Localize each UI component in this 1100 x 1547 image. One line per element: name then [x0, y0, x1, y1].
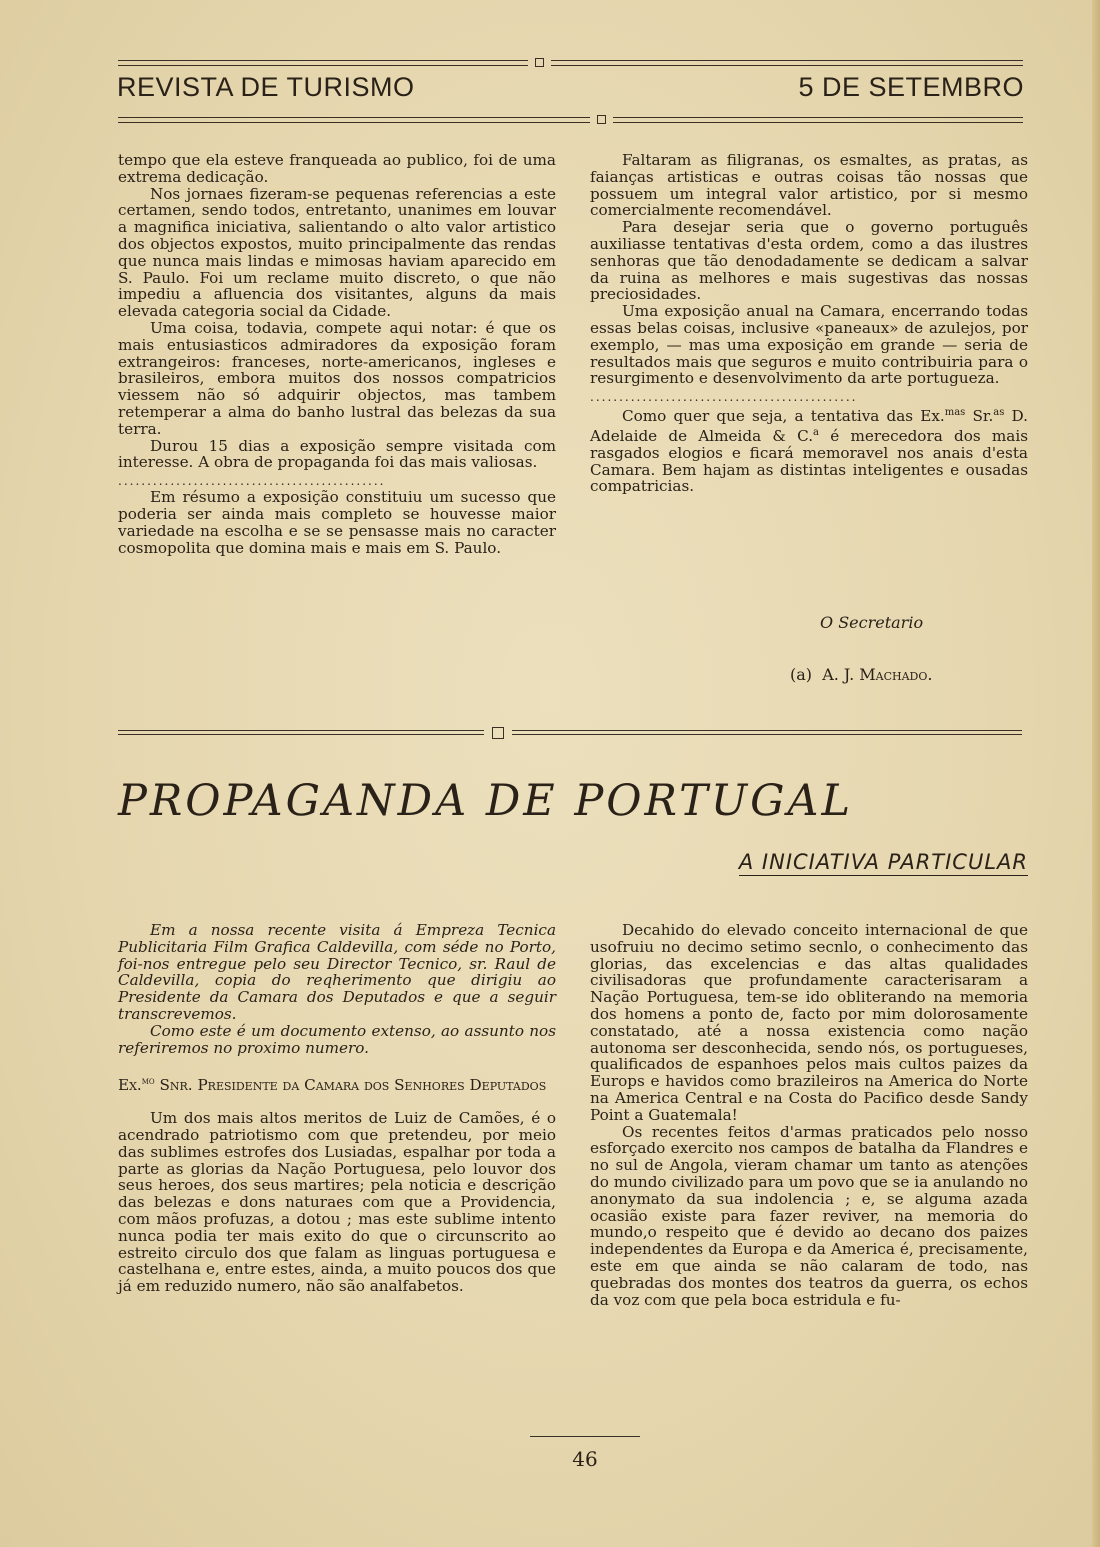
paragraph: Uma coisa, todavia, compete aqui notar: é que os mais entusiasticos admiradores da exposição foram extrangeiros: franceses, norte-americanos, ingleses e brasileiros, embora muitos dos nossos compatricios viessem não só adquirir objectos, mas tambem retemperar a alma do banho lustral das belezas da sua terra.	[118, 318, 556, 438]
paragraph: Para desejar seria que o governo português auxiliasse tentativas d'esta ordem, como a das ilustres senhoras que tão denodadamente se dedicam a salvar da ruina as melhores e mais sugestivas das nossas preciosidades.	[590, 218, 1028, 304]
paragraph: Faltaram as filigranas, os esmaltes, as pratas, as faianças artisticas e outras coisas tão nossas que possuem um integral valor artistico, por si mesmo comercialmente recomendável.	[590, 151, 1028, 220]
text-fragment: Sr.	[965, 407, 994, 426]
dot-separator: ..............................................	[590, 391, 858, 404]
superscript: mas	[944, 407, 966, 419]
ornament-box	[597, 115, 606, 124]
paragraph: Em résumo a exposição constituiu um sucesso que poderia ser ainda mais completo se houvesse maior variedade na escolha e se se pensasse mais no caracter cosmopolita que domina mais e mais em S. Paulo.	[118, 488, 556, 557]
header-right-title: 5 DE SETEMBRO	[798, 72, 1024, 102]
paragraph: Os recentes feitos d'armas praticados pelo nosso esforçado exercito nos campos de batalha da Flandres e no sul de Angola, vieram chamar um tanto as atenções do mundo civilizado para um povo que se ia anulando no anonymato da sua indolencia ; e, se alguma azada ocasião existe para fazer reviver, na memoria do mundo,o respeito que é devido ao decano dos paizes independentes da Europa e da America é, precisamente, este em que ainda se não calaram de todo, nas quebradas dos montes dos teatros da guerra, os echos da voz com que pela boca estridula e fu-	[590, 1122, 1028, 1309]
paragraph: Durou 15 dias a exposição sempre visitada com interesse. A obra de propaganda foi das mais valiosas.	[118, 436, 556, 472]
paragraph: Uma exposição anual na Camara, encerrando todas essas belas coisas, inclusive «paneaux» de azulejos, por exemplo, — mas uma exposição em grande — seria de resultados mais que seguros e muito contribuiria para o resurgimento e desenvolvimento da arte portugueza.	[590, 302, 1028, 388]
page-edge	[1092, 0, 1100, 1547]
superscript: mo	[141, 1076, 155, 1088]
signature-line	[790, 665, 932, 684]
right-column-top	[590, 152, 1028, 495]
header-rule-top-right	[551, 60, 1023, 66]
paragraph: Decahido do elevado conceito internacional de que usofruiu no decimo setimo secnlo, o conhecimento das glorias, das excelencias e das altas qualidades civilisadoras que profundamente caracterisaram a Nação Portuguesa, tem-se ido obliterando na memoria dos homens a ponto de, facto por mim dolorosamente constatado, até a nossa existencia como nação autonoma ser desconhecida, sendo nós, os portugueses, qualificados de espanhoes pelos mais cultos paizes da Europs e havidos como brazileiros na America do Norte na America Central e na Costa do Pacifico desde Sandy Point a Guatemala!	[590, 921, 1028, 1124]
superscript: as	[993, 407, 1005, 419]
text-fragment: Ex.	[118, 1076, 142, 1095]
page-number: 46	[572, 1447, 598, 1471]
header-left-title: REVISTA DE TURISMO	[117, 72, 415, 102]
salutation	[118, 1074, 556, 1094]
text-fragment: é merecedora dos mais rasgados elogios e ficará memoravel nos anais d'esta Camara. Bem hajam as distintas inteligentes e ousadas compatricias.	[590, 427, 1028, 496]
ornament-box	[492, 727, 504, 739]
paragraph: tempo que ela esteve franqueada ao publico, foi de uma extrema dedicação.	[118, 151, 556, 186]
dot-separator: ..............................................	[118, 475, 386, 488]
signature-prefix: (a)	[790, 665, 813, 684]
paragraph: Nos jornaes fizeram-se pequenas referencias a este certamen, sendo todos, entretanto, unanimes em louvar a magnifica iniciativa, salientando o alto valor artistico dos objectos expostos, muito principalmente das rendas que nunca mais lindas e mimosas haviam aparecido em S. Paulo. Foi um reclame muito discreto, o que não impediu a afluencia dos visitantes, alguns da mais elevada categoria social da Cidade.	[118, 184, 556, 321]
ornament-box	[535, 58, 544, 67]
header-rule-bottom-left	[118, 117, 590, 123]
section-divider-left	[118, 730, 484, 735]
header-rule-top-left	[118, 60, 528, 66]
right-column-bottom	[590, 922, 1028, 1308]
footer-rule	[530, 1436, 640, 1437]
signature-role: O Secretario	[820, 613, 924, 632]
section-title: PROPAGANDA DE PORTUGAL	[118, 776, 854, 826]
paragraph: Um dos mais altos meritos de Luiz de Camões, é o acendrado patriotismo com que pretendeu, por meio das sublimes estrofes dos Lusiadas, espalhar por toda a parte as glorias da Nação Portuguesa, pelo louvor dos seus heroes, dos seus martires; pela noticia e descrição das belezas e dons naturaes com que a Providencia, com mãos profuzas, a dotou ; mas este sublime intento nunca podia ter mais exito do que o circunscrito ao estreito circulo dos que falam as linguas portuguesa e castelhana e, entre estes, ainda, a muito poucos dos que já em reduzido numero, não são analfabetos.	[118, 1109, 556, 1296]
signature-name: A. J. Machado.	[822, 665, 933, 684]
text-fragment: Como quer que seja, a tentativa das Ex.	[622, 407, 945, 426]
header-rule-bottom-right	[613, 117, 1023, 123]
paragraph	[590, 405, 1028, 495]
section-subtitle: A INICIATIVA PARTICULAR	[738, 850, 1028, 874]
text-fragment: D. Adelaide de Almeida & C.	[590, 407, 1029, 446]
text-fragment: Snr. Presidente da Camara dos Senhores Deputados	[154, 1076, 547, 1095]
section-divider-right	[512, 730, 1022, 735]
superscript: a	[813, 427, 820, 439]
intro-paragraph: Em a nossa recente visita á Empreza Tecnica Publicitaria Film Grafica Caldevilla, com séde no Porto, foi-nos entregue pelo seu Director Tecnico, sr. Raul de Caldevilla, copia do reqherimento que dirigiu ao Presidente da Camara dos Deputados e que a seguir transcrevemos.	[118, 921, 556, 1023]
intro-paragraph: Como este é um documento extenso, ao assunto nos referiremos no proximo numero.	[118, 1021, 556, 1057]
left-column-bottom	[118, 922, 556, 1295]
left-column-top	[118, 152, 556, 556]
